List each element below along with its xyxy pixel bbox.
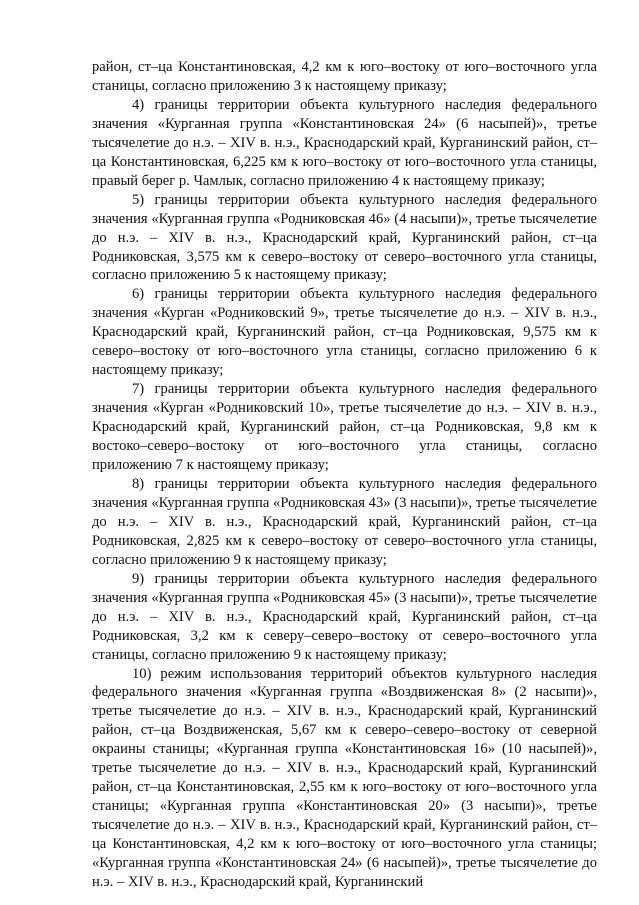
paragraph-item-4: 4) границы территории объекта культурного наследия федерального значения «Курганная группа «Константиновская 24» (6 насыпей)», третье тысячелетие до н.э. – XIV в. н.э., Краснодарский край, Курганинский район, ст–ца Константиновская, 6,225 км к юго–востоку от юго–восточного угла станицы, правый берег р. Чамлык, согласно приложению 4 к настоящему приказу; bbox=[92, 96, 597, 189]
paragraph-item-9: 9) границы территории объекта культурного наследия федерального значения «Курганная группа «Родниковская 45» (3 насыпи)», третье тысячелетие до н.э. – XIV в. н.э., Краснодарский край, Курганинский район, ст–ца Родниковская, 3,2 км к северу–северо–востоку от северо–восточного угла станицы, согласно приложению 9 к настоящему приказу; bbox=[92, 570, 597, 663]
paragraph-item-6: 6) границы территории объекта культурного наследия федерального значения «Курган «Родниковский 9», третье тысячелетие до н.э. – XIV в. н.э., Краснодарский край, Курганинский район, ст–ца Родниковская, 9,575 км к северо–востоку от юго–восточного угла станицы, согласно приложению 6 к настоящему приказу; bbox=[92, 286, 597, 379]
document-body bbox=[92, 58, 597, 892]
paragraph-item-8: 8) границы территории объекта культурного наследия федерального значения «Курганная группа «Родниковская 43» (3 насыпи)», третье тысячелетие до н.э. – XIV в. н.э., Краснодарский край, Курганинский район, ст–ца Родниковская, 2,825 км к северо–востоку от северо–восточного угла станицы, согласно приложению 9 к настоящему приказу; bbox=[92, 475, 597, 568]
paragraph-item-5: 5) границы территории объекта культурного наследия федерального значения «Курганная группа «Родниковская 46» (4 насыпи)», третье тысячелетие до н.э. – XIV в. н.э., Краснодарский край, Курганинский район, ст–ца Родниковская, 3,575 км к северо–востоку от северо–восточного угла станицы, согласно приложению 5 к настоящему приказу; bbox=[92, 191, 597, 284]
paragraph-item-10: 10) режим использования территорий объектов культурного наследия федерального значения «Курганная группа «Воздвиженская 8» (2 насыпи)», третье тысячелетие до н.э. – XIV в. н.э., Краснодарский край, Курганинский район, ст–ца Воздвиженская, 5,67 км к северо–северо–востоку от северной окраины станицы; «Курганная группа «Константиновская 16» (10 насыпей)», третье тысячелетие до н.э. – XIV в. н.э., Краснодарский край, Курганинский район, ст–ца Константиновская, 2,55 км к юго–востоку от юго–восточного угла станицы; «Курганная группа «Константиновская 20» (3 насыпи)», третье тысячелетие до н.э. – XIV в. н.э., Краснодарский край, Курганинский район, ст–ца Константиновская, 4,2 км к юго–востоку от юго–восточного угла станицы; «Курганная группа «Константиновская 24» (6 насыпей)», третье тысячелетие до н.э. – XIV в. н.э., Краснодарский край, Курганинский bbox=[92, 665, 597, 890]
paragraph-item-7: 7) границы территории объекта культурного наследия федерального значения «Курган «Родниковский 10», третье тысячелетие до н.э. – XIV в. н.э., Краснодарский край, Курганинский район, ст–ца Родниковская, 9,8 км к востоко–северо–востоку от юго–восточного угла станицы, согласно приложению 7 к настоящему приказу; bbox=[92, 381, 597, 474]
paragraph-continuation: район, ст–ца Константиновская, 4,2 км к юго–востоку от юго–восточного угла станицы, согласно приложению 3 к настоящему приказу; bbox=[92, 59, 597, 94]
